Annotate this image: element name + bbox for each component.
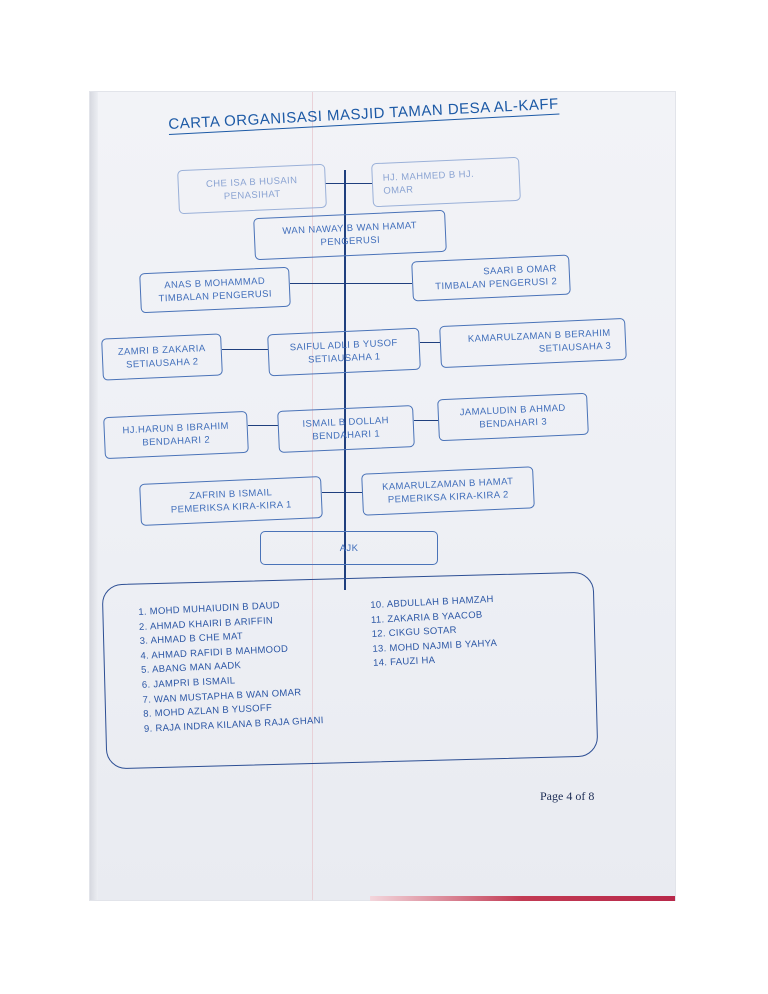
setiausaha-1-role: SETIAUSAHA 1 [307,351,381,366]
ajk-members-left [138,597,324,737]
timbalan-1-box [139,267,291,314]
page-edge-shadow [90,92,98,900]
ajk-member: 7. WAN MUSTAPHA B WAN OMAR [142,686,302,706]
ajk-members-right [370,593,498,672]
ajk-member: 2. AHMAD KHAIRI B ARIFFIN [138,615,274,633]
ajk-label: AJK [339,542,359,554]
pengerusi-name: WAN NAWAY B WAN HAMAT [282,220,418,237]
bendahari-3-box [437,393,589,442]
penasihat-2-box [371,157,521,207]
pengerusi-box [253,210,447,260]
timbalan-1-name: ANAS B MOHAMMAD [164,275,266,292]
setiausaha-2-role: SETIAUSAHA 2 [125,356,199,371]
pengerusi-role: PENGERUSI [320,234,381,249]
timbalan-connector [290,283,412,284]
setiausaha-2-box [101,333,223,380]
pemeriksa-1-box [139,476,323,526]
setiausaha-3-role: SETIAUSAHA 3 [538,340,612,355]
pemeriksa-2-role: PEMERIKSA KIRA-KIRA 2 [387,489,509,506]
setiausaha-right-connector [420,342,440,343]
bendahari-1-box [277,405,415,453]
bendahari-2-name: HJ.HARUN B IBRAHIM [122,420,230,437]
penasihat-2-role: OMAR [383,184,414,197]
pemeriksa-2-name: KAMARULZAMAN B HAMAT [381,476,514,493]
ajk-member: 1. MOHD MUHAIUDIN B DAUD [138,600,281,618]
bendahari-3-role: BENDAHARI 3 [479,416,548,431]
setiausaha-2-name: ZAMRI B ZAKARIA [117,343,206,358]
ajk-member: 9. RAJA INDRA KILANA B RAJA GHANI [143,714,324,735]
timbalan-2-role: TIMBALAN PENGERUSI 2 [435,276,558,293]
ajk-member: 13. MOHD NAJMI B YAHYA [372,637,498,655]
bendahari-2-role: BENDAHARI 2 [142,434,211,449]
timbalan-2-box [411,255,571,302]
ajk-member: 8. MOHD AZLAN B YUSOFF [143,702,273,721]
penasihat-1-role: PENASIHAT [223,188,281,203]
ajk-member: 4. AHMAD RAFIDI B MAHMOOD [140,643,289,662]
ajk-member: 5. ABANG MAN AADK [140,660,242,677]
binding-strip [370,896,675,901]
setiausaha-1-box [267,328,421,377]
bendahari-left-connector [248,425,278,426]
ajk-member: 14. FAUZI HA [372,655,436,670]
timbalan-1-role: TIMBALAN PENGERUSI [158,288,273,305]
bendahari-3-name: JAMALUDIN B AHMAD [459,402,566,419]
ajk-box [260,531,438,565]
setiausaha-3-box [439,318,627,368]
bendahari-1-name: ISMAIL B DOLLAH [302,415,390,430]
setiausaha-3-name: KAMARULZAMAN B BERAHIM [467,327,611,345]
pemeriksa-connector [322,492,362,493]
page-number: Page 4 of 8 [540,789,595,803]
ajk-member: 10. ABDULLAH B HAMZAH [370,593,494,611]
ajk-member: 6. JAMPRI B ISMAIL [141,675,236,691]
bendahari-right-connector [414,420,438,421]
penasihat-2-name: HJ. MAHMED B HJ. [382,168,475,184]
timbalan-2-name: SAARI B OMAR [483,263,557,278]
setiausaha-left-connector [222,349,268,350]
ajk-member: 3. AHMAD B CHE MAT [139,631,244,648]
bendahari-2-box [103,411,249,459]
page-title: CARTA ORGANISASI MASJID TAMAN DESA AL-KAFF [168,95,560,133]
penasihat-connector [325,183,373,184]
pemeriksa-1-role: PEMERIKSA KIRA-KIRA 1 [170,499,292,516]
ajk-member: 12. CIKGU SOTAR [371,624,458,641]
penasihat-1-box [177,164,327,214]
setiausaha-1-name: SAIFUL ADLI B YUSOF [289,337,398,354]
penasihat-1-name: CHE ISA B HUSAIN [205,175,298,190]
pemeriksa-1-name: ZAFRIN B ISMAIL [188,487,273,502]
bendahari-1-role: BENDAHARI 1 [312,428,381,443]
pemeriksa-2-box [361,466,535,515]
ajk-member: 11. ZAKARIA B YAACOB [370,609,483,626]
